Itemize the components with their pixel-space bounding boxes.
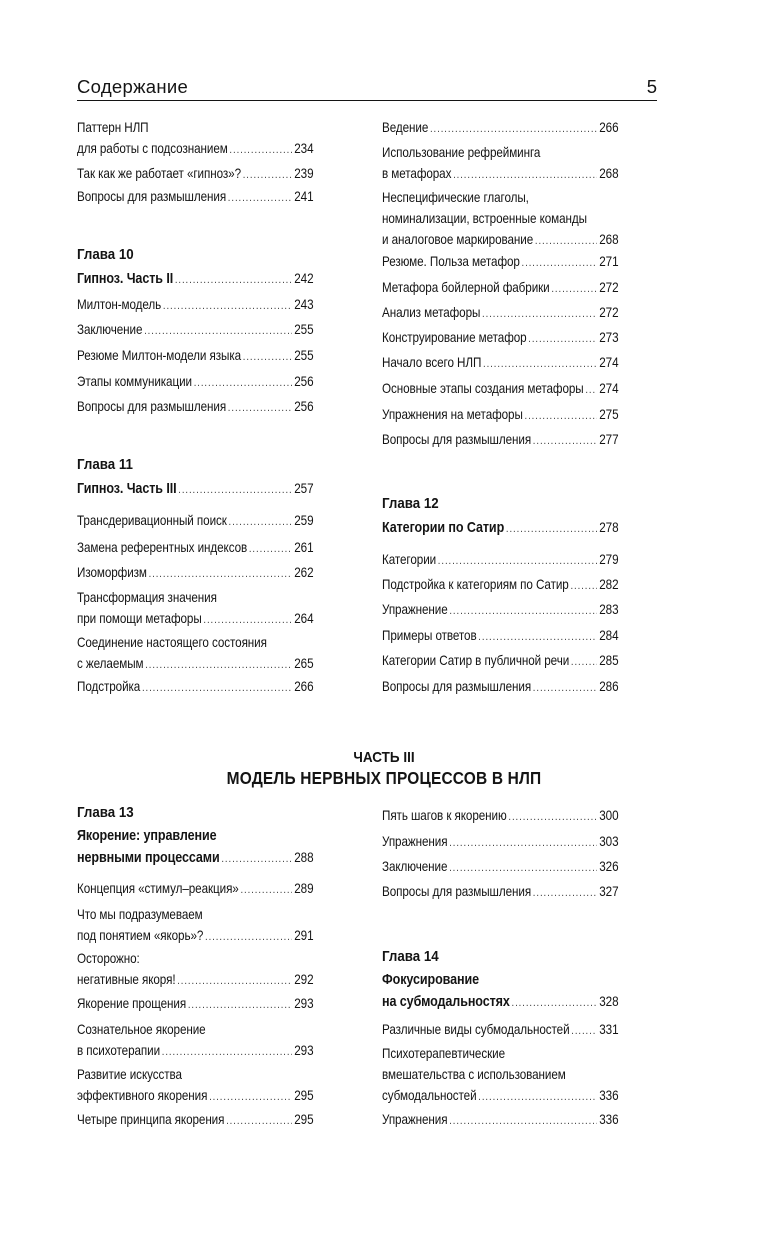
toc-entry-last-line (382, 251, 619, 274)
chapter-title: Категории по Сатир (382, 520, 505, 536)
toc-page-number: 336 (599, 1112, 619, 1127)
chapter-title: нервными процессами (77, 850, 220, 866)
toc-entry-title: с желаемым (77, 656, 144, 671)
toc-entry-title: Упражнения (382, 834, 448, 849)
dot-leader (571, 1021, 596, 1042)
toc-entry-last-line (382, 352, 619, 375)
toc-entry[interactable] (382, 352, 619, 375)
dot-leader (453, 165, 597, 186)
toc-page-number: 262 (294, 565, 314, 580)
dot-leader (194, 373, 292, 394)
toc-entry-line: Использование рефрейминга (382, 145, 541, 160)
toc-entry-title: Четыре принципа якорения (77, 1112, 225, 1127)
toc-entry-title: Заключение (77, 322, 143, 337)
toc-page-number: 266 (294, 679, 314, 694)
toc-entry[interactable] (77, 904, 314, 948)
toc-entry-last-line (77, 925, 314, 948)
toc-entry-title: в психотерапии (77, 1043, 161, 1058)
toc-entry-last-line (382, 831, 619, 854)
page-number: 5 (646, 76, 657, 97)
toc-entry-last-line (77, 138, 314, 161)
dot-leader (570, 576, 596, 597)
toc-entry[interactable] (382, 378, 619, 401)
toc-entry-title: Так как же работает «гипноз»? (77, 166, 242, 181)
running-header (77, 78, 657, 101)
chapter-label: Глава 10 (77, 247, 134, 263)
dot-leader (177, 971, 291, 992)
toc-entry-last-line (382, 805, 619, 828)
toc-entry[interactable] (77, 537, 314, 560)
dot-leader (535, 231, 597, 252)
toc-entry-title: Якорение прощения (77, 996, 187, 1011)
toc-entry-last-line (77, 510, 314, 533)
toc-entry[interactable] (77, 1019, 314, 1063)
running-header-title: Содержание (77, 76, 189, 97)
toc-entry-title: Различные виды субмодальностей (382, 1022, 570, 1037)
chapter-label: Глава 14 (382, 949, 439, 965)
toc-page-number: 272 (599, 280, 619, 295)
toc-entry-title: Резюме. Польза метафор (382, 254, 520, 269)
toc-entry[interactable] (77, 993, 314, 1016)
chapter-label: Глава 11 (77, 457, 133, 473)
toc-page-number: 293 (294, 996, 314, 1011)
toc-entry-last-line (77, 319, 314, 342)
toc-entry-last-line (77, 676, 314, 699)
toc-entry[interactable] (382, 549, 619, 572)
dot-leader (178, 480, 291, 501)
toc-entry-last-line (382, 327, 619, 350)
dot-leader (243, 165, 292, 186)
toc-entry[interactable] (77, 186, 314, 209)
toc-entry-last-line (77, 268, 314, 291)
toc-entry-line: Неспецифические глаголы, (382, 190, 529, 205)
toc-page-number: 239 (294, 166, 314, 181)
toc-entry-line: Паттерн НЛП (77, 120, 149, 135)
toc-entry[interactable] (77, 294, 314, 317)
toc-page-number: 261 (294, 540, 314, 555)
toc-entry[interactable] (77, 396, 314, 419)
toc-entry[interactable] (382, 856, 619, 879)
dot-leader (205, 927, 292, 948)
toc-page-number: 331 (599, 1022, 619, 1037)
toc-entry-title: Ведение (382, 120, 429, 135)
toc-entry[interactable] (382, 142, 619, 186)
toc-entry-last-line (382, 517, 619, 540)
toc-page-number: 300 (599, 808, 619, 823)
toc-page-number: 242 (294, 271, 314, 286)
chapter-title-entry[interactable] (382, 970, 619, 1014)
toc-entry-last-line (382, 625, 619, 648)
toc-page-number: 268 (599, 166, 619, 181)
dot-leader (162, 1042, 292, 1063)
dot-leader (229, 512, 292, 533)
chapter-title-entry[interactable] (77, 478, 314, 501)
toc-page-number: 266 (599, 120, 619, 135)
toc-page-number: 272 (599, 305, 619, 320)
toc-entry-last-line (382, 676, 619, 699)
toc-page-number: 256 (294, 374, 314, 389)
toc-entry-title: Подстройка (77, 679, 141, 694)
toc-entry-title: Концепция «стимул–реакция» (77, 881, 239, 896)
toc-entry-last-line (382, 404, 619, 427)
dot-leader (221, 849, 291, 870)
toc-entry-last-line (382, 277, 619, 300)
chapter-title-line: Якорение: управление (77, 828, 217, 844)
toc-page-number: 275 (599, 407, 619, 422)
toc-entry-last-line (77, 371, 314, 394)
toc-entry-line: Сознательное якорение (77, 1022, 206, 1037)
toc-entry-title: Подстройка к категориям по Сатир (382, 577, 569, 592)
dot-leader (449, 833, 596, 854)
toc-entry-title: Основные этапы создания метафоры (382, 381, 584, 396)
dot-leader (142, 678, 292, 699)
dot-leader (478, 1087, 596, 1108)
toc-entry[interactable] (77, 371, 314, 394)
toc-entry-last-line (382, 163, 619, 186)
dot-leader (249, 539, 292, 560)
dot-leader (506, 519, 597, 540)
toc-entry-title: негативные якоря! (77, 972, 176, 987)
part-heading (0, 749, 768, 789)
dot-leader (438, 551, 597, 572)
toc-entry[interactable] (77, 163, 314, 186)
toc-entry[interactable] (77, 345, 314, 368)
toc-entry-last-line (382, 650, 619, 673)
toc-page-number: 278 (599, 520, 619, 535)
toc-entry[interactable] (77, 1064, 314, 1108)
toc-entry-last-line (382, 881, 619, 904)
toc-entry[interactable] (382, 599, 619, 622)
dot-leader (512, 993, 597, 1014)
toc-entry[interactable] (382, 574, 619, 597)
toc-entry-title: Заключение (382, 859, 448, 874)
toc-entry-title: при помощи метафоры (77, 611, 202, 626)
toc-entry[interactable] (382, 881, 619, 904)
toc-entry-last-line (77, 653, 314, 676)
toc-page-number: 293 (294, 1043, 314, 1058)
toc-entry[interactable] (77, 510, 314, 533)
dot-leader (525, 406, 597, 427)
toc-entry-title: Резюме Милтон-модели языка (77, 348, 242, 363)
toc-page-number: 255 (294, 348, 314, 363)
toc-entry[interactable] (382, 187, 619, 252)
toc-entry-title: Вопросы для размышления (382, 432, 532, 447)
toc-entry-title: для работы с подсознанием (77, 141, 228, 156)
dot-leader (240, 880, 291, 901)
toc-entry[interactable] (382, 1109, 619, 1132)
toc-entry[interactable] (77, 117, 314, 161)
toc-page-number: 282 (599, 577, 619, 592)
dot-leader (533, 883, 597, 904)
toc-entry-last-line (77, 993, 314, 1016)
toc-entry-last-line (382, 1085, 619, 1108)
toc-entry-last-line (382, 302, 619, 325)
dot-leader (145, 655, 291, 676)
toc-entry-title: Замена референтных индексов (77, 540, 248, 555)
dot-leader (209, 1087, 292, 1108)
toc-page-number: 234 (294, 141, 314, 156)
toc-entry-line: Что мы подразумеваем (77, 907, 203, 922)
dot-leader (226, 1111, 292, 1132)
toc-entry-title: и аналоговое маркирование (382, 232, 534, 247)
toc-entry-last-line (382, 117, 619, 140)
toc-page-number: 255 (294, 322, 314, 337)
toc-entry-title: Упражнения (382, 1112, 448, 1127)
toc-entry-last-line (77, 294, 314, 317)
toc-entry-title: Конструирование метафор (382, 330, 527, 345)
dot-leader (571, 652, 597, 673)
toc-page-number: 279 (599, 552, 619, 567)
toc-entry-last-line (382, 574, 619, 597)
toc-entry[interactable] (77, 319, 314, 342)
toc-entry[interactable] (77, 587, 314, 631)
toc-entry[interactable] (382, 831, 619, 854)
toc-page-number: 274 (599, 381, 619, 396)
toc-page-number: 289 (294, 881, 314, 896)
toc-entry-title: Изоморфизм (77, 565, 147, 580)
toc-page-number: 284 (599, 628, 619, 643)
dot-leader (478, 627, 596, 648)
chapter-title-entry[interactable] (382, 517, 619, 540)
toc-entry-title: Вопросы для размышления (77, 189, 227, 204)
dot-leader (522, 253, 597, 274)
toc-entry-last-line (77, 1109, 314, 1132)
chapter-title-entry[interactable] (77, 826, 314, 870)
toc-entry-line: Осторожно: (77, 951, 140, 966)
toc-page-number: 274 (599, 355, 619, 370)
toc-entry[interactable] (382, 676, 619, 699)
toc-entry-title: Примеры ответов (382, 628, 477, 643)
dot-leader (430, 119, 597, 140)
toc-entry[interactable] (382, 277, 619, 300)
dot-leader (508, 807, 596, 828)
part-label: ЧАСТЬ III (353, 749, 415, 766)
chapter-label: Глава 12 (382, 496, 439, 512)
toc-entry[interactable] (77, 562, 314, 585)
toc-entry-last-line (382, 991, 619, 1014)
dot-leader (449, 1111, 596, 1132)
toc-entry-title: субмодальностей (382, 1088, 477, 1103)
dot-leader (228, 398, 292, 419)
toc-entry[interactable] (382, 302, 619, 325)
toc-page-number: 264 (294, 611, 314, 626)
toc-entry[interactable] (382, 404, 619, 427)
toc-page-number: 328 (599, 994, 619, 1009)
toc-entry-title: Упражнения на метафоры (382, 407, 523, 422)
toc-entry-last-line (382, 378, 619, 401)
toc-page-number: 271 (599, 254, 619, 269)
toc-entry-title: Милтон-модель (77, 297, 162, 312)
chapter-title: на субмодальностях (382, 994, 510, 1010)
chapter-title: Гипноз. Часть III (77, 481, 177, 497)
toc-entry-title: под понятием «якорь»? (77, 928, 204, 943)
toc-entry-title: Упражнение (382, 602, 448, 617)
toc-entry-last-line (382, 856, 619, 879)
toc-entry-last-line (77, 878, 314, 901)
toc-page-number: 303 (599, 834, 619, 849)
dot-leader (449, 601, 596, 622)
toc-entry-line: Соединение настоящего состояния (77, 635, 267, 650)
toc-entry-title: Трансдеривационный поиск (77, 513, 227, 528)
toc-page-number: 295 (294, 1088, 314, 1103)
dot-leader (551, 279, 596, 300)
toc-entry[interactable] (77, 632, 314, 676)
toc-entry-line: Развитие искусства (77, 1067, 182, 1082)
toc-entry-last-line (77, 396, 314, 419)
toc-entry-last-line (77, 163, 314, 186)
toc-page-number: 295 (294, 1112, 314, 1127)
toc-entry-last-line (77, 345, 314, 368)
toc-entry-title: Вопросы для размышления (77, 399, 227, 414)
chapter-title: Гипноз. Часть II (77, 271, 174, 287)
toc-entry-last-line (77, 537, 314, 560)
dot-leader (175, 270, 292, 291)
toc-entry-line: Психотерапевтические (382, 1046, 506, 1061)
dot-leader (229, 140, 291, 161)
toc-page-number: 288 (294, 850, 314, 865)
dot-leader (533, 431, 597, 452)
toc-entry-title: эффективного якорения (77, 1088, 208, 1103)
dot-leader (228, 188, 292, 209)
toc-entry-last-line (77, 847, 314, 870)
toc-entry-last-line (77, 478, 314, 501)
toc-page-number: 259 (294, 513, 314, 528)
toc-page-number: 285 (599, 653, 619, 668)
toc-entry-title: Категории (382, 552, 437, 567)
dot-leader (243, 347, 292, 368)
toc-page-number: 257 (294, 481, 314, 496)
toc-page-number: 327 (599, 884, 619, 899)
toc-entry[interactable] (77, 1109, 314, 1132)
chapter-title-entry[interactable] (77, 268, 314, 291)
chapter-title-line: Фокусирование (382, 972, 480, 988)
toc-entry[interactable] (382, 805, 619, 828)
dot-leader (483, 354, 597, 375)
dot-leader (144, 321, 292, 342)
toc-page-number: 265 (294, 656, 314, 671)
toc-entry[interactable] (382, 625, 619, 648)
toc-entry-last-line (77, 969, 314, 992)
toc-entry-title: Вопросы для размышления (382, 679, 532, 694)
toc-entry[interactable] (382, 117, 619, 140)
toc-page-number: 286 (599, 679, 619, 694)
toc-page-number: 243 (294, 297, 314, 312)
toc-entry-title: Категории Сатир в публичной речи (382, 653, 570, 668)
toc-entry-line: вмешательства с использованием (382, 1067, 566, 1082)
dot-leader (188, 995, 292, 1016)
toc-entry-last-line (382, 1109, 619, 1132)
part-title: МОДЕЛЬ НЕРВНЫХ ПРОЦЕССОВ В НЛП (226, 768, 542, 788)
toc-entry[interactable] (77, 878, 314, 901)
toc-entry-last-line (77, 608, 314, 631)
toc-entry-last-line (77, 1040, 314, 1063)
dot-leader (203, 610, 291, 631)
toc-entry-last-line (382, 549, 619, 572)
chapter-label: Глава 13 (77, 805, 134, 821)
toc-entry[interactable] (77, 676, 314, 699)
toc-page-number: 277 (599, 432, 619, 447)
toc-page-number: 292 (294, 972, 314, 987)
dot-leader (533, 678, 597, 699)
toc-entry-title: в метафорах (382, 166, 452, 181)
toc-entry-line: номинализации, встроенные команды (382, 211, 587, 226)
toc-entry-last-line (382, 599, 619, 622)
toc-page-number: 268 (599, 232, 619, 247)
toc-entry[interactable] (382, 1019, 619, 1042)
toc-entry[interactable] (382, 429, 619, 452)
toc-entry[interactable] (382, 1043, 619, 1108)
dot-leader (449, 858, 597, 879)
toc-entry[interactable] (382, 251, 619, 274)
toc-page-number: 241 (294, 189, 314, 204)
toc-entry[interactable] (77, 948, 314, 992)
toc-entry-title: Начало всего НЛП (382, 355, 482, 370)
dot-leader (163, 296, 292, 317)
toc-page-number: 273 (599, 330, 619, 345)
toc-entry-title: Вопросы для размышления (382, 884, 532, 899)
toc-page-number: 291 (294, 928, 314, 943)
toc-entry-last-line (77, 562, 314, 585)
toc-entry-title: Метафора бойлерной фабрики (382, 280, 550, 295)
dot-leader (149, 564, 292, 585)
toc-entry-title: Этапы коммуникации (77, 374, 192, 389)
toc-entry[interactable] (382, 650, 619, 673)
toc-page-number: 336 (599, 1088, 619, 1103)
toc-entry-last-line (77, 1085, 314, 1108)
toc-page-number: 256 (294, 399, 314, 414)
toc-entry-last-line (382, 429, 619, 452)
dot-leader (482, 304, 597, 325)
toc-page-number: 326 (599, 859, 619, 874)
dot-leader (585, 380, 596, 401)
dot-leader (528, 329, 596, 350)
toc-entry-title: Пять шагов к якорению (382, 808, 507, 823)
toc-entry-last-line (382, 1019, 619, 1042)
toc-entry[interactable] (382, 327, 619, 350)
toc-entry-line: Трансформация значения (77, 590, 217, 605)
toc-entry-last-line (382, 229, 619, 252)
toc-entry-last-line (77, 186, 314, 209)
toc-page-number: 283 (599, 602, 619, 617)
toc-entry-title: Анализ метафоры (382, 305, 481, 320)
